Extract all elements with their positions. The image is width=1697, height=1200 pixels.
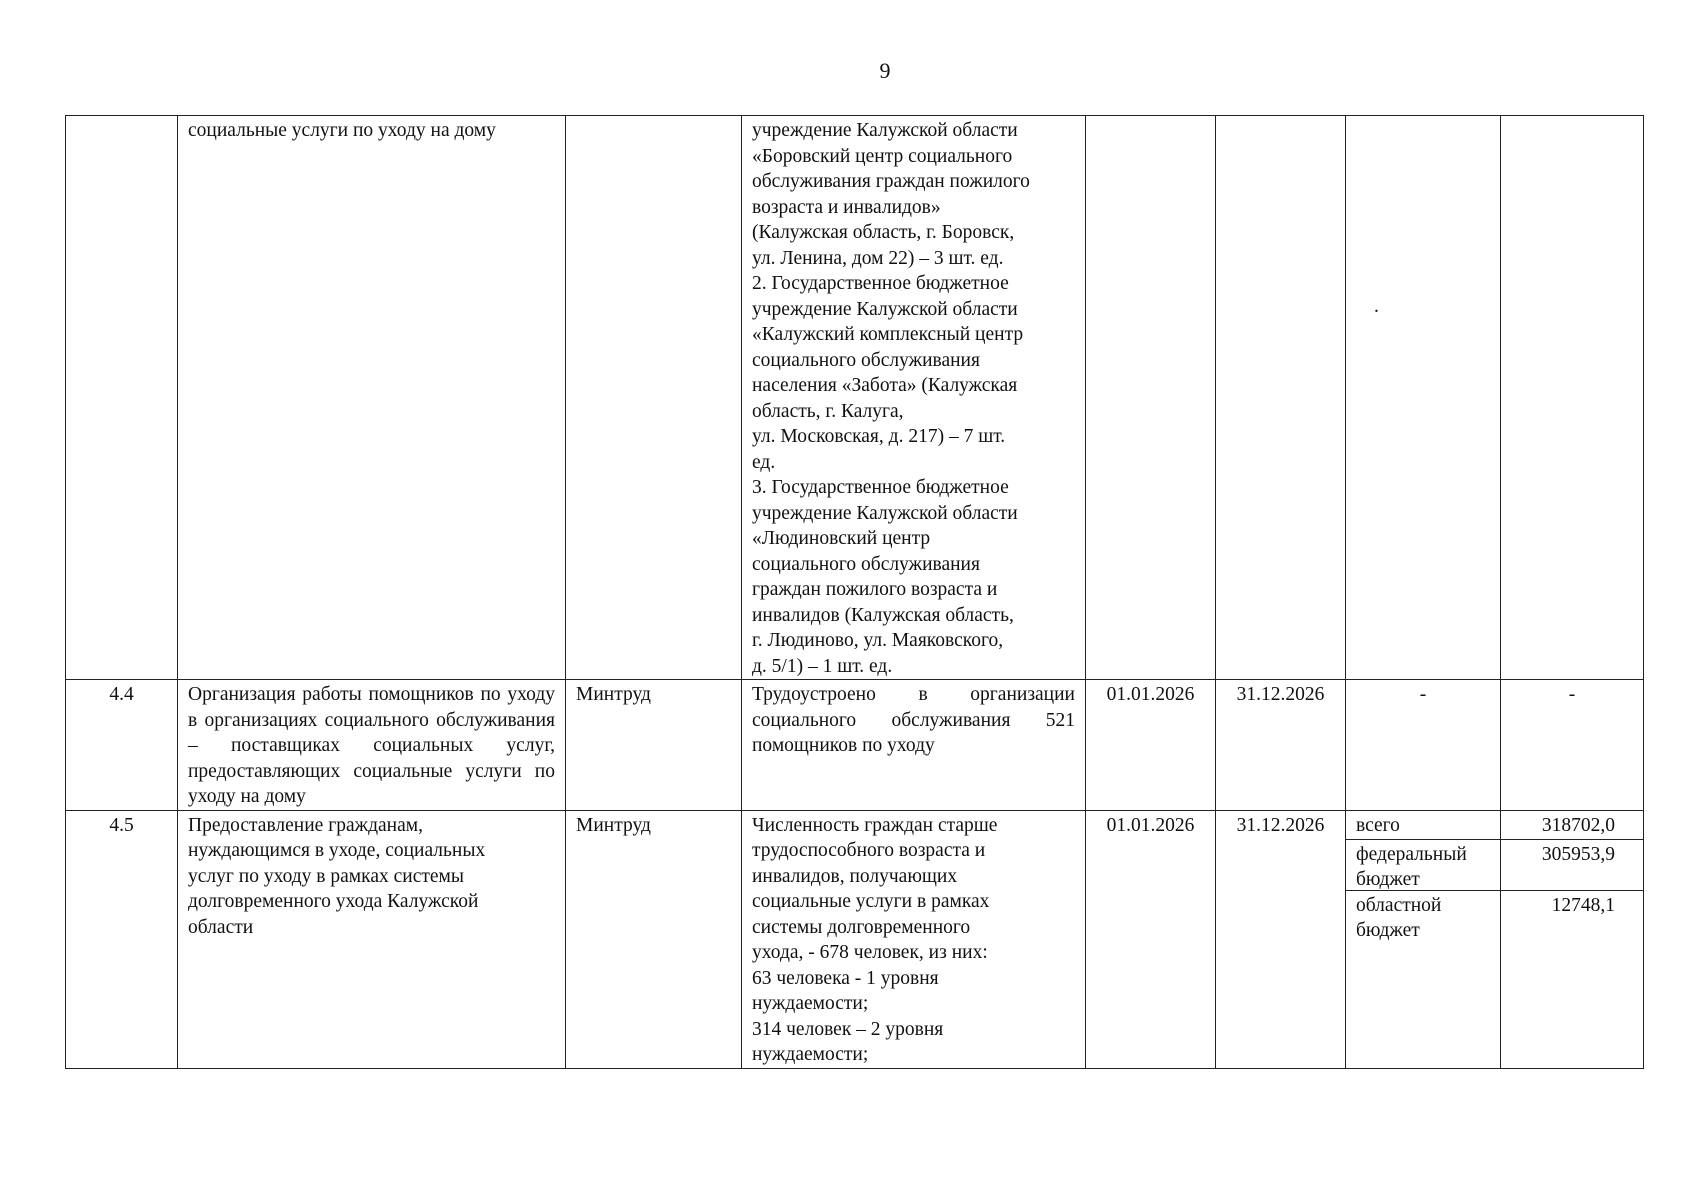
table-row [66,116,1644,680]
row-executor: Минтруд [566,680,742,811]
row-start-date: 01.01.2026 [1086,810,1216,1068]
row-end-date: 31.12.2026 [1216,680,1346,811]
table-row [66,810,1644,1068]
funding-amount-federal: 305953,9 [1501,840,1643,891]
row-funding-amount [1501,810,1644,1068]
row-end-date [1216,116,1346,680]
row-start-date: 01.01.2026 [1086,680,1216,811]
row-result: Численность граждан старше трудоспособного возраста и инвалидов, получающих социальные услуги в рамках системы долговременного ухода, - 678 человек, из них: 63 человека - 1 уровня нуждаемости; 314 человек – 2 уровня нуждаемости; [742,810,1086,1068]
row-funding-source [1346,810,1501,1068]
row-funding-amount [1501,116,1644,680]
row-executor [566,116,742,680]
page-number: 9 [879,58,891,83]
table-row [66,680,1644,811]
funding-source-total: всего [1346,811,1500,840]
row-funding-source: - [1346,680,1501,811]
row-result: Трудоустроено в организации социального обслуживания 521 помощников по уходу [742,680,1086,811]
row-number: 4.5 [66,810,178,1068]
funding-amount-regional: 12748,1 [1551,894,1615,916]
funding-source-regional: областной бюджет [1356,894,1442,941]
row-executor: Минтруд [566,810,742,1068]
row-end-date: 31.12.2026 [1216,810,1346,1068]
row-number: 4.4 [66,680,178,811]
stray-mark: . [1374,296,1379,317]
funding-source-federal: федеральный бюджет [1346,840,1500,891]
row-title: Организация работы помощников по уходу в организациях социального обслуживания – поставщиках социальных услуг, предоставляющих социальные услуги по уходу на дому [178,680,566,811]
row-number [66,116,178,680]
row-start-date [1086,116,1216,680]
activity-table [65,115,1644,1069]
row-title: Предоставление гражданам, нуждающимся в уходе, социальных услуг по уходу в рамках системы долговременного ухода Калужской области [178,810,566,1068]
funding-amount-total: 318702,0 [1501,811,1643,840]
row-result: учреждение Калужской области «Боровский центр социального обслуживания граждан пожилого возраста и инвалидов» (Калужская область, г. Боровск, ул. Ленина, дом 22) – 3 шт. ед. 2. Государственное бюджетное учреждение Калужской области «Калужский комплексный центр социального обслуживания населения «Забота» (Калужская область, г. Калуга, ул. Московская, д. 217) – 7 шт. ед. 3. Государственное бюджетное учреждение Калужской области «Людиновский центр социального обслуживания граждан пожилого возраста и инвалидов (Калужская область, г. Людиново, ул. Маяковского, д. 5/1) – 1 шт. ед. [742,116,1086,680]
row-funding-source [1346,116,1501,680]
row-title: социальные услуги по уходу на дому [178,116,566,680]
row-funding-amount: - [1501,680,1644,811]
